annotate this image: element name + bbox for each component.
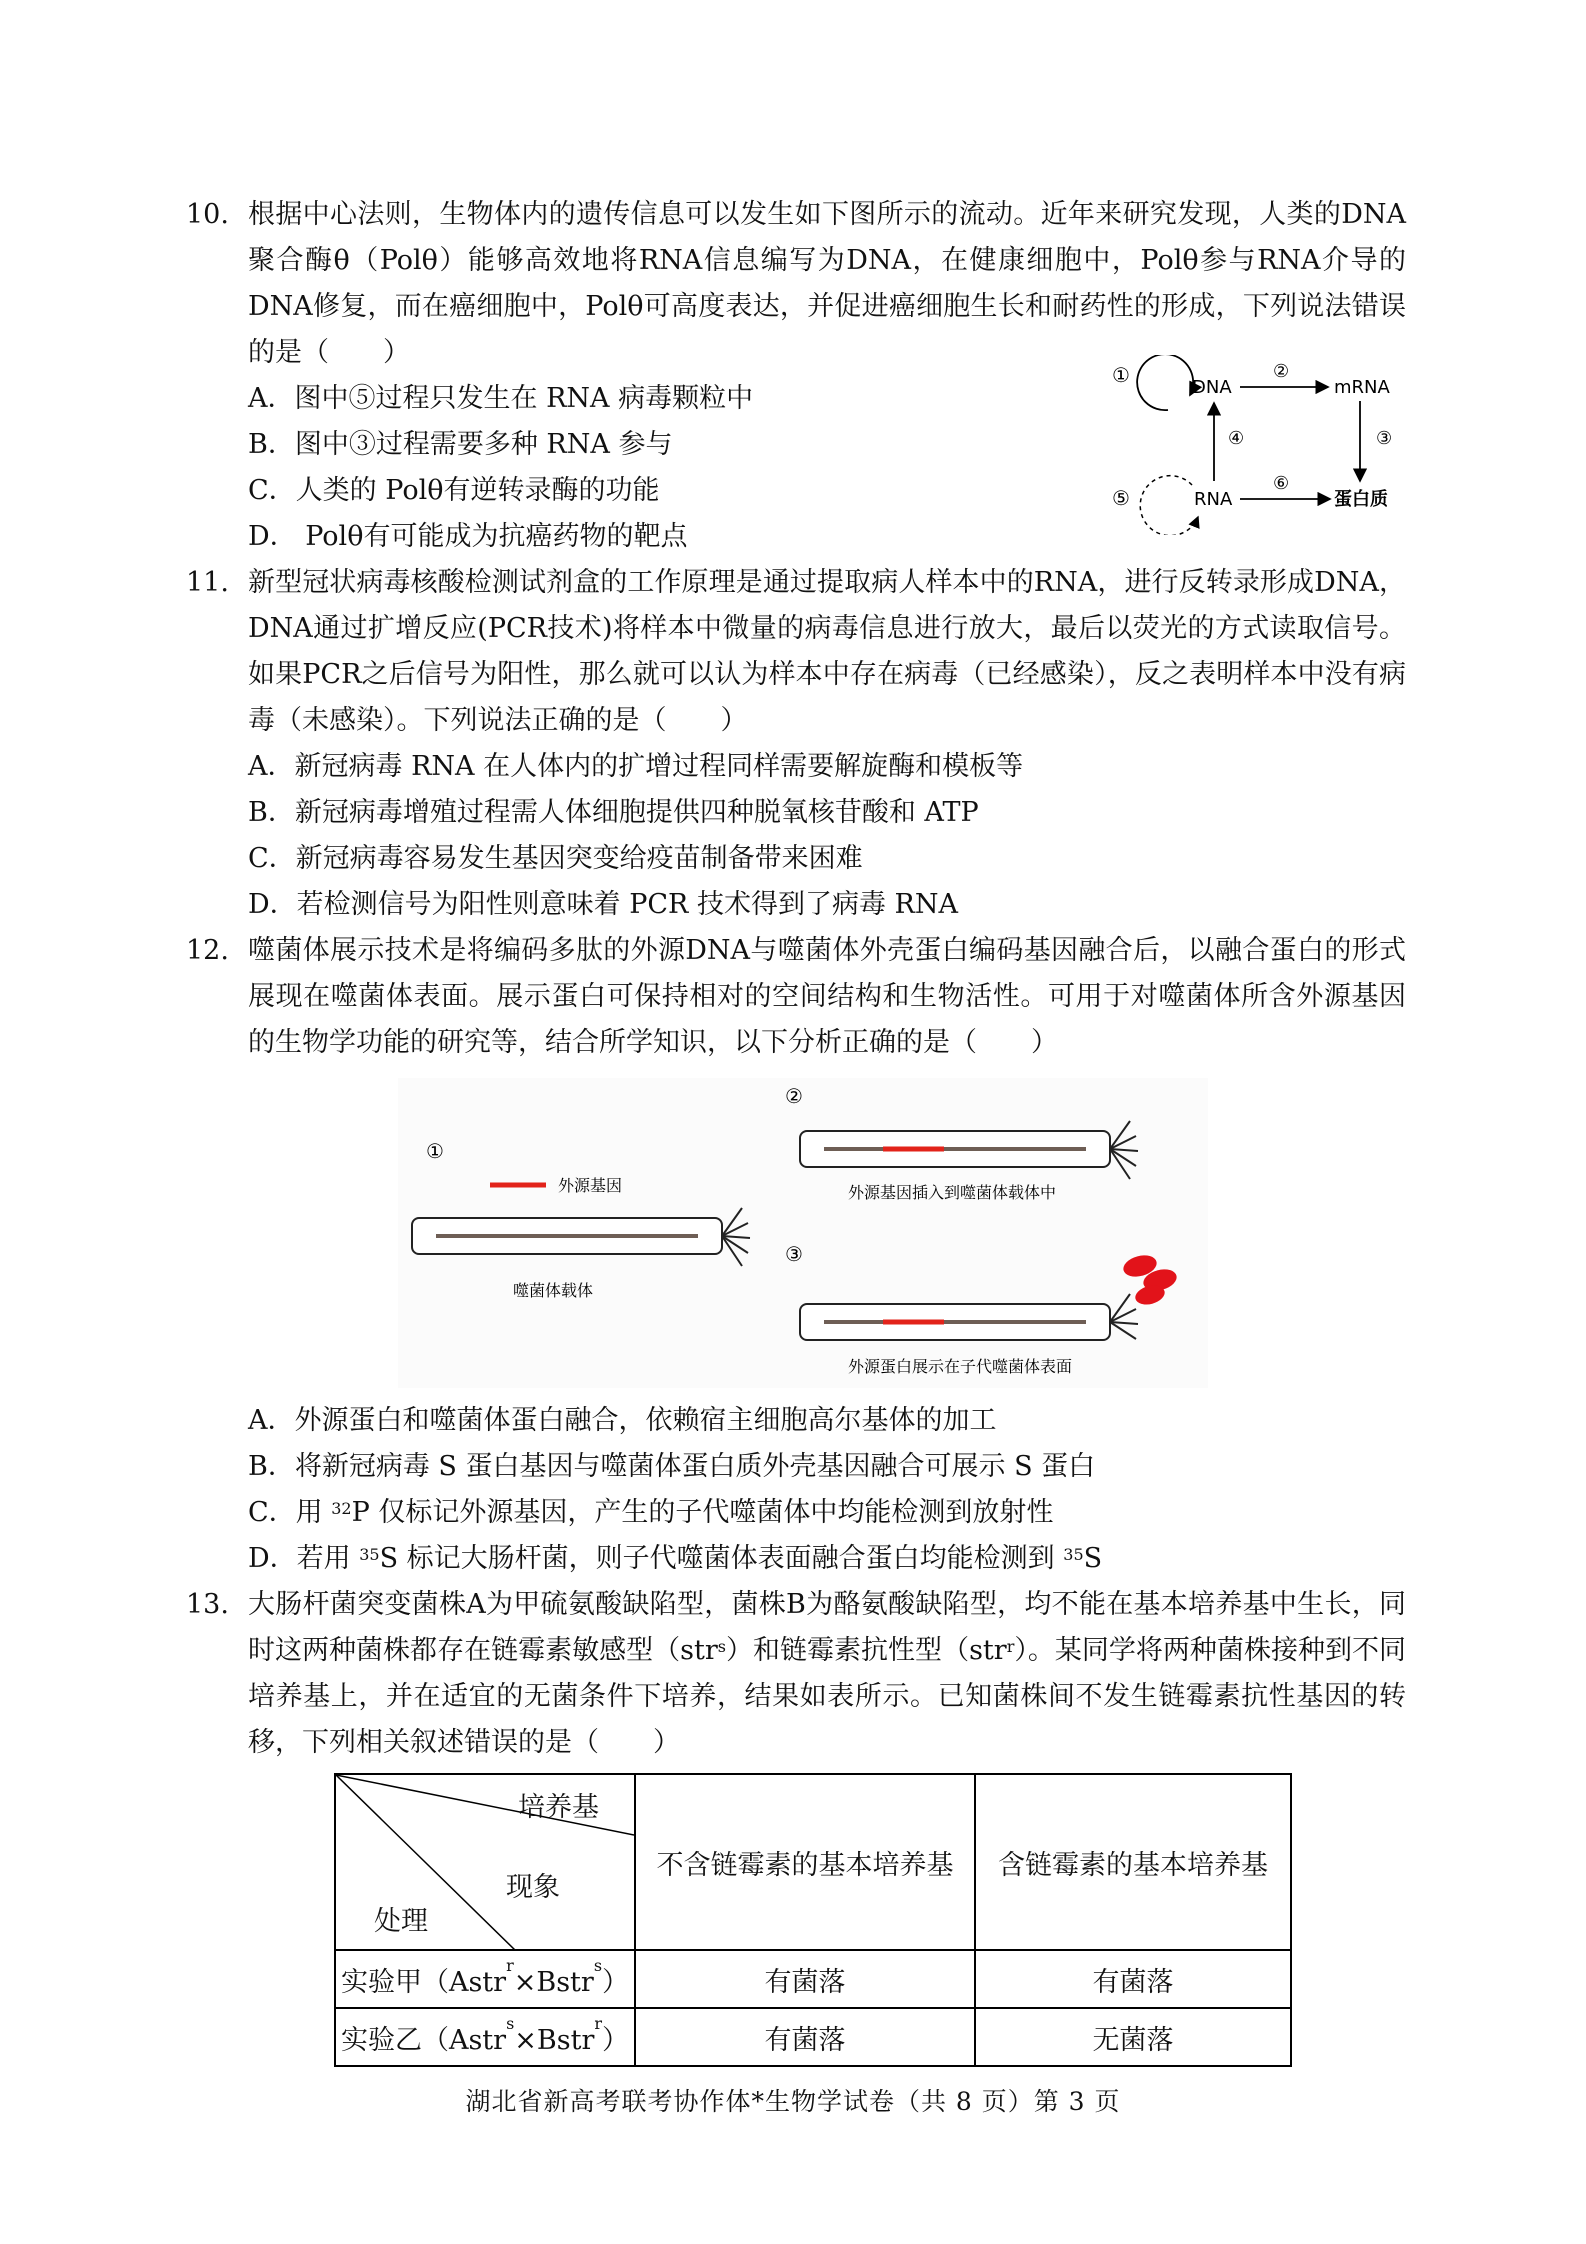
panel-1-number: ① bbox=[426, 1139, 444, 1163]
vector-label: 噬菌体载体 bbox=[513, 1281, 594, 1300]
inserted-label: 外源基因插入到噬菌体载体中 bbox=[848, 1183, 1057, 1202]
table-row bbox=[335, 2008, 1291, 2066]
displayed-label: 外源蛋白展示在子代噬菌体表面 bbox=[848, 1357, 1073, 1376]
column-header-1: 不含链霉素的基本培养基 bbox=[635, 1774, 975, 1950]
label-6: ⑥ bbox=[1273, 473, 1290, 494]
table-diagonal-header bbox=[335, 1774, 635, 1950]
cell-value: 有菌落 bbox=[635, 1950, 975, 2008]
cell-value: 有菌落 bbox=[975, 1950, 1291, 2008]
page-footer: 湖北省新高考联考协作体*生物学试卷（共 8 页）第 3 页 bbox=[465, 2087, 1121, 2116]
header-treatment: 处理 bbox=[374, 1906, 428, 1937]
cell-value: 无菌落 bbox=[975, 2008, 1291, 2066]
column-header-2: 含链霉素的基本培养基 bbox=[975, 1774, 1291, 1950]
question-text: 噬菌体展示技术是将编码多肽的外源DNA与噬菌体外壳蛋白编码基因融合后，以融合蛋白的形式展现在噬菌体表面。展示蛋白可保持相对的空间结构和生物活性。可用于对噬菌体所含外源基因的生物学功能的研究等，结合所学知识，以下分析正确的是（ ） bbox=[248, 935, 1406, 1058]
header-medium: 培养基 bbox=[518, 1792, 599, 1823]
node-rna: RNA bbox=[1194, 489, 1233, 510]
question-number: 11. bbox=[186, 567, 229, 598]
question-number: 10. bbox=[186, 199, 229, 230]
phage-display-figure bbox=[398, 1078, 1208, 1388]
header-phenomenon: 现象 bbox=[506, 1872, 560, 1903]
option-d: D．若检测信号为阳性则意味着 PCR 技术得到了病毒 RNA bbox=[248, 889, 959, 920]
option-c: C．新冠病毒容易发生基因突变给疫苗制备带来困难 bbox=[248, 843, 863, 874]
option-c: C．用 $^{32}$P 仅标记外源基因，产生的子代噬菌体中均能检测到放射性 bbox=[248, 1497, 1054, 1528]
option-d: D． Polθ有可能成为抗癌药物的靶点 bbox=[248, 521, 688, 552]
option-b: B．将新冠病毒 S 蛋白基因与噬菌体蛋白质外壳基因融合可展示 S 蛋白 bbox=[248, 1451, 1096, 1482]
label-5: ⑤ bbox=[1112, 486, 1130, 510]
panel-3-number: ③ bbox=[785, 1242, 803, 1266]
table-row bbox=[335, 1950, 1291, 2008]
node-dna: DNA bbox=[1192, 377, 1232, 398]
arrow-5 bbox=[1140, 476, 1198, 535]
option-b: B．新冠病毒增殖过程需人体细胞提供四种脱氧核苷酸和 ATP bbox=[248, 797, 979, 828]
question-text: 新型冠状病毒核酸检测试剂盒的工作原理是通过提取病人样本中的RNA，进行反转录形成DNA，DNA通过扩增反应(PCR技术)将样本中微量的病毒信息进行放大，最后以荧光的方式读取信号。如果PCR之后信号为阳性，那么就可以认为样本中存在病毒（已经感染），反之表明样本中没有病毒（未感染）。下列说法正确的是（ ） bbox=[248, 567, 1406, 736]
arrow-1 bbox=[1137, 355, 1193, 410]
option-a: A．图中⑤过程只发生在 RNA 病毒颗粒中 bbox=[248, 383, 754, 414]
option-a: A．新冠病毒 RNA 在人体内的扩增过程同样需要解旋酶和模板等 bbox=[248, 751, 1024, 782]
option-c: C．人类的 Polθ有逆转录酶的功能 bbox=[248, 475, 660, 506]
question-number: 13. bbox=[186, 1589, 229, 1620]
question-text: 大肠杆菌突变菌株A为甲硫氨酸缺陷型，菌株B为酪氨酸缺陷型，均不能在基本培养基中生长，同时这两种菌株都存在链霉素敏感型（str$^s$）和链霉素抗性型（str$^r$）。某同学将两种菌株接种到不同培养基上，并在适宜的无菌条件下培养，结果如表所示。已知菌株间不发生链霉素抗性基因的转移，下列相关叙述错误的是（ ） bbox=[248, 1589, 1406, 1758]
row-label: 实验甲（Astr$^r$×Bstr$^s$） bbox=[335, 1950, 635, 2008]
label-1: ① bbox=[1112, 363, 1130, 387]
results-table bbox=[334, 1773, 1292, 2067]
foreign-gene-label: 外源基因 bbox=[558, 1176, 623, 1195]
central-dogma-diagram bbox=[1110, 355, 1410, 535]
node-protein: 蛋白质 bbox=[1334, 489, 1388, 510]
panel-2-number: ② bbox=[785, 1084, 803, 1108]
option-a: A．外源蛋白和噬菌体蛋白融合，依赖宿主细胞高尔基体的加工 bbox=[248, 1405, 997, 1436]
row-label: 实验乙（Astr$^s$×Bstr$^r$） bbox=[335, 2008, 635, 2066]
node-mrna: mRNA bbox=[1334, 377, 1390, 398]
question-text: 根据中心法则，生物体内的遗传信息可以发生如下图所示的流动。近年来研究发现，人类的DNA聚合酶θ（Polθ）能够高效地将RNA信息编写为DNA，在健康细胞中，Polθ参与RNA介导的DNA修复，而在癌细胞中，Polθ可高度表达，并促进癌细胞生长和耐药性的形成，下列说法错误的是（ ） bbox=[248, 199, 1406, 368]
label-2: ② bbox=[1273, 361, 1290, 382]
question-number: 12. bbox=[186, 935, 229, 966]
label-4: ④ bbox=[1228, 428, 1245, 449]
label-3: ③ bbox=[1376, 428, 1393, 449]
option-b: B．图中③过程需要多种 RNA 参与 bbox=[248, 429, 673, 460]
option-d: D．若用 $^{35}$S 标记大肠杆菌，则子代噬菌体表面融合蛋白均能检测到 $^{35}$S bbox=[248, 1543, 1103, 1574]
cell-value: 有菌落 bbox=[635, 2008, 975, 2066]
